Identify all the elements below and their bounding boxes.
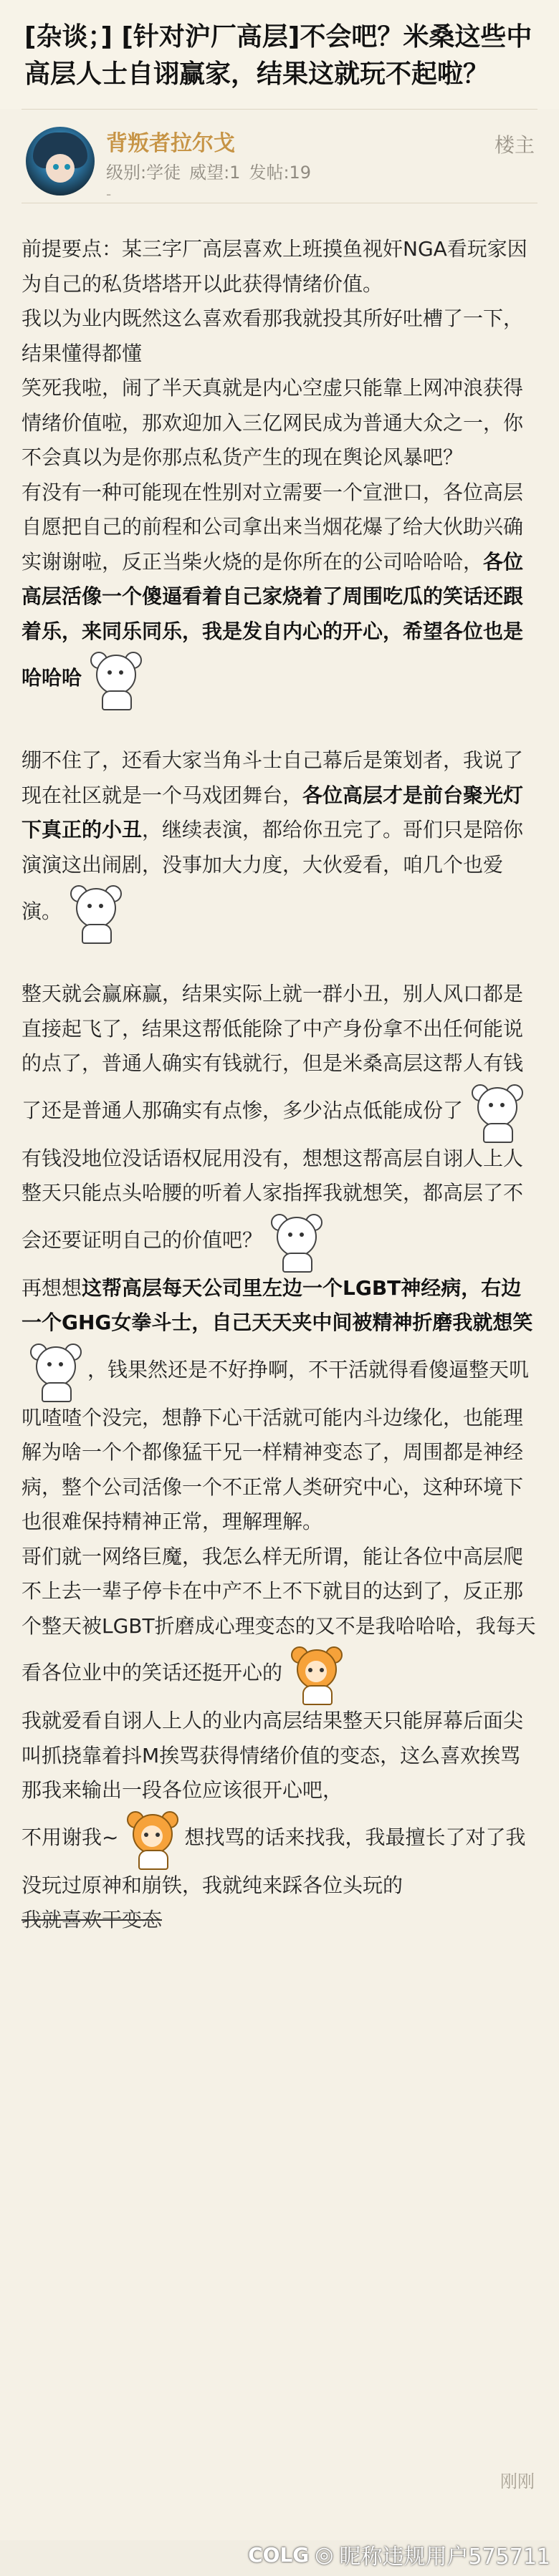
paragraph bbox=[22, 476, 539, 710]
sticker-icon bbox=[85, 649, 145, 709]
watermark-icon: ◎ bbox=[315, 2542, 334, 2567]
paragraph: 我以为业内既然这么喜欢看那我就投其所好吐槽了一下，结果懂得都懂 bbox=[22, 307, 524, 365]
watermark-text: 昵称违规用户575711 bbox=[339, 2544, 550, 2570]
text-run: 不用谢我~ bbox=[22, 1825, 119, 1849]
bold-text: 各位高层才是前台聚光灯下真正的小丑 bbox=[22, 783, 524, 841]
author-avatar[interactable] bbox=[26, 127, 95, 196]
paragraph: 我就爱看自诩人上人的业内高层结果整天只能屏幕后面尖叫抓挠靠着抖M挨骂获得情绪价值的变态，这么喜欢挨骂那我来输出一段各位应该很开心吧， bbox=[22, 1709, 524, 1802]
paragraph bbox=[22, 1808, 539, 1904]
author-name[interactable]: 背叛者拉尔戈 bbox=[106, 131, 235, 156]
paragraph bbox=[22, 977, 539, 1142]
paragraph bbox=[22, 743, 539, 942]
sticker-icon bbox=[121, 1808, 181, 1868]
author-card bbox=[0, 110, 559, 203]
post-header bbox=[0, 0, 559, 109]
paragraph bbox=[22, 1903, 539, 1938]
text-run: 整天就会赢麻赢，结果实际上就一群小丑，别人风口都是直接起飞了，结果这帮低能除了中产身份拿不出任何能说的点了，普通人确实有钱就行，但是米桑高层这帮人有钱了还是普通人那确实有点惨，多少沾点低能成份了 bbox=[22, 982, 524, 1122]
sticker-icon bbox=[466, 1081, 526, 1142]
author-prestige: 威望:1 bbox=[189, 163, 241, 183]
text-run: 有没有一种可能现在性别对立需要一个宣泄口，各位高层自愿把自己的前程和公司拿出来当烟花爆了给大伙助兴确实谢谢啦，反正当柴火烧的是你所在的公司哈哈哈， bbox=[22, 480, 524, 574]
watermark-brand: COLG bbox=[248, 2542, 310, 2567]
sticker-icon bbox=[265, 1211, 325, 1271]
bold-text: 各位高层活像一个傻逼看着自己家烧着了周围吃瓜的笑话还跟着乐，来同乐同乐，我是发自内心的开心，希望各位也是哈哈哈 bbox=[22, 549, 524, 690]
post-timestamp: 刚刚 bbox=[500, 2471, 535, 2491]
sticker-icon bbox=[285, 1644, 345, 1704]
paragraph bbox=[22, 1540, 539, 1704]
sticker-icon bbox=[24, 1341, 85, 1401]
floor-label: 楼主 bbox=[494, 133, 535, 157]
author-posts: 发帖:19 bbox=[249, 163, 312, 183]
text-run: 有钱没地位没话语权屁用没有，想想这帮高层自诩人上人整天只能点头哈腰的听着人家指挥我就想笑，都高层了不会还要证明自己的价值吧？ bbox=[22, 1146, 524, 1252]
watermark bbox=[248, 2539, 550, 2570]
author-level: 级别:学徒 bbox=[106, 163, 181, 183]
text-run: 再想想 bbox=[22, 1275, 82, 1300]
sticker-icon bbox=[64, 882, 125, 942]
paragraph bbox=[22, 1271, 539, 1540]
text-run: 哥们就一网络巨魔，我怎么样无所谓，能让各位中高层爬不上去一辈子停卡在中产不上不下就目的达到了，反正那个整天被LGBT折磨成心理变态的又不是我哈哈哈，我每天看各位业中的笑话还挺开心的 bbox=[22, 1544, 536, 1684]
author-signature: - bbox=[106, 185, 112, 203]
author-meta bbox=[106, 158, 311, 183]
post-title: [杂谈；] [针对沪厂高层]不会吧？米桑这些中高层人士自诩赢家，结果这就玩不起啦？ bbox=[24, 22, 532, 89]
text-run: ，继续表演，都给你丑完了。哥们只是陪你演演这出闹剧，没事加大力度，大伙爱看，咱几个也爱演。 bbox=[22, 818, 524, 923]
bold-text: 这帮高层每天公司里左边一个LGBT神经病，右边一个GHG女拳斗士，自己天天夹中间被精神折磨我就想笑 bbox=[22, 1275, 533, 1334]
text-run: 绷不住了，还看大家当角斗士自己幕后是策划者，我说了现在社区就是一个马戏团舞台， bbox=[22, 748, 524, 807]
strikethrough-text: 我就喜欢干变态 bbox=[22, 1908, 163, 1931]
paragraph: 笑死我啦，闹了半天真就是内心空虚只能靠上网冲浪获得情绪价值啦，那欢迎加入三亿网民成为普通大众之一，你不会真以为是你那点私货产生的现在舆论风暴吧？ bbox=[22, 376, 524, 469]
paragraph: 前提要点：某三字厂高层喜欢上班摸鱼视奸NGA看玩家因为自己的私货塔塔开以此获得情绪价值。 bbox=[22, 237, 527, 296]
text-run: 想找骂的话来找我，我最擅长了对了我没玩过原神和崩铁，我就纯来踩各位头玩的 bbox=[22, 1825, 526, 1897]
post-body bbox=[0, 203, 559, 1938]
text-run: ，钱果然还是不好挣啊，不干活就得看傻逼整天叽叽喳喳个没完，想静下心干活就可能内斗边缘化，也能理解为啥一个个都像猛干兄一样精神变态了，周围都是神经病，整个公司活像一个不正常人类研究中心，这种环境下也很难保持精神正常，理解理解。 bbox=[22, 1357, 530, 1533]
paragraph bbox=[22, 1142, 539, 1271]
